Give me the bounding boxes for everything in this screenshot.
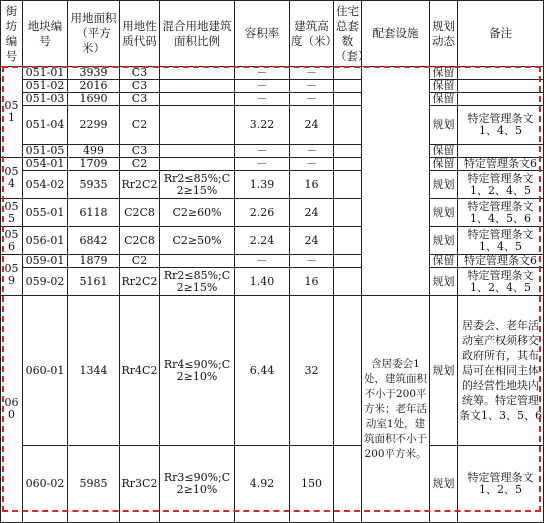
landcode-cell: C2 — [120, 158, 160, 171]
area-cell: 5935 — [68, 171, 120, 199]
status-cell: 保留 — [430, 255, 458, 268]
mix-cell: Rr2≤85%;C2≥15% — [160, 171, 235, 199]
plot-cell: 051-03 — [23, 93, 68, 106]
header-landcode: 用地性质代码 — [120, 1, 160, 67]
mix-cell — [160, 145, 235, 158]
header-mix: 混合用地建筑面积比例 — [160, 1, 235, 67]
area-cell: 2299 — [68, 106, 120, 145]
status-cell: 保留 — [430, 67, 458, 80]
plot-cell: 056-01 — [23, 227, 68, 255]
area-cell: 5985 — [68, 446, 120, 523]
plot-cell: 060-02 — [23, 446, 68, 523]
status-cell: 保留 — [430, 145, 458, 158]
units-cell — [334, 199, 362, 227]
header-units: 住宅总套数（套） — [334, 1, 362, 67]
units-cell — [334, 67, 362, 80]
units-cell — [334, 227, 362, 255]
far-cell: － — [235, 145, 290, 158]
far-cell: － — [235, 158, 290, 171]
far-cell: － — [235, 67, 290, 80]
plot-cell: 051-02 — [23, 80, 68, 93]
far-cell: 4.92 — [235, 446, 290, 523]
plot-cell: 051-05 — [23, 145, 68, 158]
units-cell — [334, 158, 362, 171]
remark-cell: 居委会、老年活动室产权须移交政府所有，其布局可在相同主体的经营性地块内统筹。特定管理条文1、3、5、6 — [458, 296, 544, 446]
header-status: 规划动态 — [430, 1, 458, 67]
header-far: 容积率 — [235, 1, 290, 67]
landcode-cell: C3 — [120, 80, 160, 93]
remark-cell: 特定管理条文1、4、5 — [458, 227, 544, 255]
far-cell: 1.40 — [235, 268, 290, 296]
street-cell: 051 — [1, 67, 23, 158]
area-cell: 6118 — [68, 199, 120, 227]
mix-cell — [160, 158, 235, 171]
height-cell: － — [290, 93, 334, 106]
remark-cell: 特定管理条文1、4、5、6 — [458, 199, 544, 227]
area-cell: 499 — [68, 145, 120, 158]
mix-cell: Rr2≤85%;C2≥15% — [160, 268, 235, 296]
landcode-cell: Rr4C2 — [120, 296, 160, 446]
units-cell — [334, 145, 362, 158]
far-cell: 1.39 — [235, 171, 290, 199]
landcode-cell: C2 — [120, 106, 160, 145]
plot-cell: 059-02 — [23, 268, 68, 296]
header-row — [1, 1, 544, 67]
mix-cell: Rr4≤90%;C2≥10% — [160, 296, 235, 446]
plot-cell: 060-01 — [23, 296, 68, 446]
height-cell: 32 — [290, 296, 334, 446]
plot-cell: 054-01 — [23, 158, 68, 171]
mix-cell — [160, 67, 235, 80]
height-cell: － — [290, 67, 334, 80]
mix-cell — [160, 80, 235, 93]
header-area: 用地面积（平方米） — [68, 1, 120, 67]
height-cell: － — [290, 80, 334, 93]
height-cell: 16 — [290, 171, 334, 199]
remark-cell — [458, 93, 544, 106]
table-row — [1, 158, 544, 171]
height-cell: 16 — [290, 268, 334, 296]
height-cell: 24 — [290, 227, 334, 255]
header-facilities: 配套设施 — [362, 1, 430, 67]
area-cell: 2016 — [68, 80, 120, 93]
area-cell: 1344 — [68, 296, 120, 446]
status-cell: 规划 — [430, 227, 458, 255]
table-row — [1, 67, 544, 80]
units-cell — [334, 93, 362, 106]
mix-cell — [160, 106, 235, 145]
landcode-cell: Rr2C2 — [120, 171, 160, 199]
street-cell: 054 — [1, 158, 23, 199]
remark-cell — [458, 145, 544, 158]
remark-cell — [458, 80, 544, 93]
status-cell: 规划 — [430, 171, 458, 199]
far-cell: － — [235, 93, 290, 106]
facilities-cell — [362, 67, 430, 296]
plot-cell: 059-01 — [23, 255, 68, 268]
plot-cell: 051-01 — [23, 67, 68, 80]
far-cell: 3.22 — [235, 106, 290, 145]
landcode-cell: Rr3C2 — [120, 446, 160, 523]
landcode-cell: C3 — [120, 67, 160, 80]
landcode-cell: C2C8 — [120, 199, 160, 227]
table-row — [1, 255, 544, 268]
units-cell — [334, 80, 362, 93]
landcode-cell: C3 — [120, 145, 160, 158]
status-cell: 规划 — [430, 199, 458, 227]
far-cell: 6.44 — [235, 296, 290, 446]
street-cell: 056 — [1, 227, 23, 255]
height-cell: 24 — [290, 199, 334, 227]
header-height: 建筑高度（米） — [290, 1, 334, 67]
table-row — [1, 268, 544, 296]
remark-cell: 特定管理条文6 — [458, 158, 544, 171]
height-cell: － — [290, 255, 334, 268]
status-cell: 保留 — [430, 80, 458, 93]
mix-cell: Rr3≤90%;C2≥10% — [160, 446, 235, 523]
landcode-cell: C2C8 — [120, 227, 160, 255]
remark-cell: 特定管理条文1、4、5 — [458, 106, 544, 145]
landcode-cell: C2 — [120, 255, 160, 268]
table-row — [1, 80, 544, 93]
height-cell: 150 — [290, 446, 334, 523]
status-cell: 保留 — [430, 93, 458, 106]
area-cell: 1879 — [68, 255, 120, 268]
units-cell — [334, 446, 362, 523]
street-cell: 060 — [1, 296, 23, 523]
header-plot: 地块编号 — [23, 1, 68, 67]
table-row — [1, 93, 544, 106]
status-cell: 规划 — [430, 268, 458, 296]
table-row — [1, 199, 544, 227]
table-row — [1, 106, 544, 145]
status-cell: 规划 — [430, 106, 458, 145]
landcode-cell: Rr2C2 — [120, 268, 160, 296]
height-cell: － — [290, 158, 334, 171]
remark-cell: 特定管理条文6 — [458, 255, 544, 268]
status-cell: 保留 — [430, 158, 458, 171]
facilities-cell: 含居委会1处，建筑面积不小于200平方米；老年活动室1处，建筑面积不小于200平方米。 — [362, 296, 430, 523]
remark-cell: 特定管理条文1、2、5 — [458, 446, 544, 523]
plot-cell: 055-01 — [23, 199, 68, 227]
area-cell: 6842 — [68, 227, 120, 255]
units-cell — [334, 171, 362, 199]
units-cell — [334, 296, 362, 446]
header-remark: 备注 — [458, 1, 544, 67]
plot-cell: 054-02 — [23, 171, 68, 199]
area-cell: 1709 — [68, 158, 120, 171]
mix-cell: C2≥50% — [160, 227, 235, 255]
street-cell: 059 — [1, 255, 23, 296]
far-cell: 2.26 — [235, 199, 290, 227]
units-cell — [334, 255, 362, 268]
units-cell — [334, 268, 362, 296]
plot-cell: 051-04 — [23, 106, 68, 145]
remark-cell: 特定管理条文1、2、4、5 — [458, 268, 544, 296]
remark-cell: 特定管理条文1、2、4、5 — [458, 171, 544, 199]
far-cell: － — [235, 80, 290, 93]
height-cell: 24 — [290, 106, 334, 145]
area-cell: 1690 — [68, 93, 120, 106]
height-cell: － — [290, 145, 334, 158]
table-row — [1, 227, 544, 255]
street-cell: 055 — [1, 199, 23, 227]
table-row — [1, 145, 544, 158]
table-row — [1, 296, 544, 446]
mix-cell: C2≥60% — [160, 199, 235, 227]
mix-cell — [160, 255, 235, 268]
table-row — [1, 446, 544, 523]
status-cell: 规划 — [430, 296, 458, 446]
area-cell: 5161 — [68, 268, 120, 296]
landcode-cell: C3 — [120, 93, 160, 106]
far-cell: － — [235, 255, 290, 268]
header-street: 街坊编号 — [1, 1, 23, 67]
far-cell: 2.24 — [235, 227, 290, 255]
area-cell: 3939 — [68, 67, 120, 80]
status-cell: 规划 — [430, 446, 458, 523]
units-cell — [334, 106, 362, 145]
mix-cell — [160, 93, 235, 106]
remark-cell — [458, 67, 544, 80]
table-row — [1, 171, 544, 199]
